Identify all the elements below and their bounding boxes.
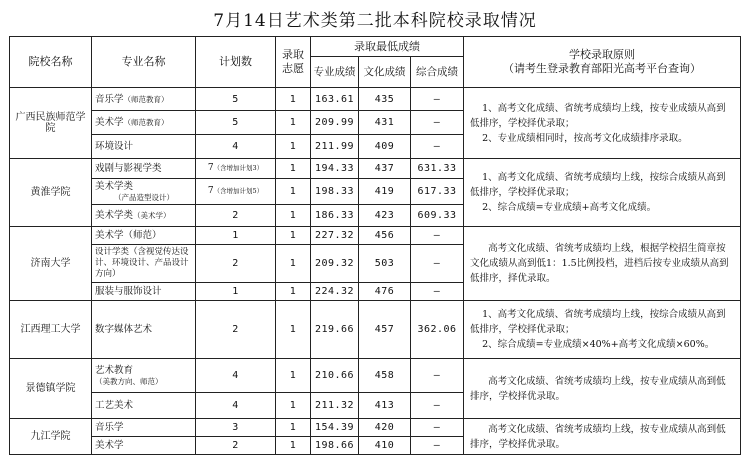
culture-score: 437	[359, 159, 411, 179]
preference: 1	[276, 159, 311, 179]
plan-count: 2	[196, 205, 276, 227]
major-name: 戏剧与影视学类	[92, 159, 196, 179]
major-score: 154.39	[311, 419, 359, 437]
major-name: 美术学（师范）	[92, 227, 196, 245]
table-row	[10, 159, 741, 179]
culture-score: 423	[359, 205, 411, 227]
plan-count: 1	[196, 283, 276, 301]
culture-score: 420	[359, 419, 411, 437]
composite-score: —	[411, 393, 464, 419]
composite-score: 609.33	[411, 205, 464, 227]
composite-score: —	[411, 227, 464, 245]
header-major-score: 专业成绩	[311, 57, 359, 88]
major-score: 211.32	[311, 393, 359, 419]
composite-score: —	[411, 419, 464, 437]
culture-score: 409	[359, 135, 411, 159]
major-name: 环境设计	[92, 135, 196, 159]
composite-score: —	[411, 283, 464, 301]
preference: 1	[276, 111, 311, 135]
plan-count: 4	[196, 359, 276, 393]
preference: 1	[276, 419, 311, 437]
preference: 1	[276, 227, 311, 245]
school-name: 九江学院	[10, 419, 92, 455]
plan-count: 7（含增加计划3）	[196, 159, 276, 179]
plan-count: 4	[196, 393, 276, 419]
preference: 1	[276, 179, 311, 205]
major-name: 音乐学（师范教育）	[92, 88, 196, 111]
header-principle-line1: 学校录取原则	[569, 48, 636, 61]
major-score: 198.33	[311, 179, 359, 205]
school-name: 黄淮学院	[10, 159, 92, 227]
preference: 1	[276, 283, 311, 301]
major-score: 194.33	[311, 159, 359, 179]
school-name: 景德镇学院	[10, 359, 92, 419]
preference: 1	[276, 88, 311, 111]
plan-count: 2	[196, 437, 276, 455]
preference: 1	[276, 393, 311, 419]
culture-score: 410	[359, 437, 411, 455]
major-name: 美术学类 （产品造型设计）	[92, 179, 196, 205]
culture-score: 435	[359, 88, 411, 111]
composite-score: —	[411, 245, 464, 283]
plan-count: 2	[196, 245, 276, 283]
major-score: 211.99	[311, 135, 359, 159]
major-name: 美术学（师范教育）	[92, 111, 196, 135]
composite-score: —	[411, 359, 464, 393]
culture-score: 419	[359, 179, 411, 205]
preference: 1	[276, 245, 311, 283]
culture-score: 503	[359, 245, 411, 283]
major-name: 音乐学	[92, 419, 196, 437]
major-name: 美术学类（美术学）	[92, 205, 196, 227]
table-row	[10, 88, 741, 111]
composite-score: —	[411, 111, 464, 135]
table-row	[10, 419, 741, 437]
table-row	[10, 301, 741, 359]
plan-count: 7（含增加计划5）	[196, 179, 276, 205]
header-principle-line2: （请考生登录教育部阳光高考平台查询）	[503, 62, 702, 75]
composite-score: —	[411, 88, 464, 111]
major-score: 209.32	[311, 245, 359, 283]
culture-score: 431	[359, 111, 411, 135]
school-name: 广西民族师范学院	[10, 88, 92, 159]
culture-score: 456	[359, 227, 411, 245]
major-name: 工艺美术	[92, 393, 196, 419]
preference: 1	[276, 205, 311, 227]
header-plan: 计划数	[196, 37, 276, 88]
admission-principle: 高考文化成绩、省统考成绩均上线，根据学校招生简章按文化成绩从高到低1：1.5比例投档，进档后按专业成绩从高到低排序，择优录取。	[464, 227, 741, 301]
major-name: 服装与服饰设计	[92, 283, 196, 301]
admission-principle: 1、高考文化成绩、省统考成绩均上线，按专业成绩从高到低排序，学校择优录取； 2、专业成绩相同时，按高考文化成绩排序录取。	[464, 88, 741, 159]
header-major: 专业名称	[92, 37, 196, 88]
preference: 1	[276, 301, 311, 359]
school-name: 济南大学	[10, 227, 92, 301]
plan-count: 5	[196, 111, 276, 135]
major-score: 209.99	[311, 111, 359, 135]
culture-score: 457	[359, 301, 411, 359]
preference: 1	[276, 359, 311, 393]
culture-score: 476	[359, 283, 411, 301]
plan-count: 1	[196, 227, 276, 245]
major-score: 210.66	[311, 359, 359, 393]
major-name: 数字媒体艺术	[92, 301, 196, 359]
composite-score: —	[411, 437, 464, 455]
school-name: 江西理工大学	[10, 301, 92, 359]
major-score: 224.32	[311, 283, 359, 301]
plan-count: 2	[196, 301, 276, 359]
table-row	[10, 359, 741, 393]
major-score: 198.66	[311, 437, 359, 455]
header-composite-score: 综合成绩	[411, 57, 464, 88]
major-score: 186.33	[311, 205, 359, 227]
composite-score: 617.33	[411, 179, 464, 205]
major-score: 227.32	[311, 227, 359, 245]
admission-principle: 1、高考文化成绩、省统考成绩均上线，按综合成绩从高到低排序，学校择优录取； 2、综合成绩=专业成绩+高考文化成绩。	[464, 159, 741, 227]
plan-count: 3	[196, 419, 276, 437]
preference: 1	[276, 135, 311, 159]
composite-score: 362.06	[411, 301, 464, 359]
major-score: 163.61	[311, 88, 359, 111]
culture-score: 413	[359, 393, 411, 419]
composite-score: —	[411, 135, 464, 159]
page-title: 7月14日艺术类第二批本科院校录取情况	[213, 11, 537, 31]
preference: 1	[276, 437, 311, 455]
admission-principle: 高考文化成绩、省统考成绩均上线，按专业成绩从高到低排序，学校择优录取。	[464, 419, 741, 455]
header-school: 院校名称	[10, 37, 92, 88]
header-preference: 录取 志愿	[276, 37, 311, 88]
table-row	[10, 227, 741, 245]
major-name: 美术学	[92, 437, 196, 455]
admission-table	[9, 36, 741, 455]
admission-principle: 高考文化成绩、省统考成绩均上线，按专业成绩从高到低排序，学校择优录取。	[464, 359, 741, 419]
header-principle	[464, 37, 741, 88]
plan-count: 4	[196, 135, 276, 159]
major-name: 设计学类（含视觉传达设计、环境设计、产品设计方向）	[92, 245, 196, 283]
composite-score: 631.33	[411, 159, 464, 179]
header-culture-score: 文化成绩	[359, 57, 411, 88]
major-score: 219.66	[311, 301, 359, 359]
plan-count: 5	[196, 88, 276, 111]
culture-score: 458	[359, 359, 411, 393]
major-name: 艺术教育 （美教方向、师范）	[92, 359, 196, 393]
admission-principle: 1、高考文化成绩、省统考成绩均上线，按综合成绩从高到低排序，学校择优录取； 2、综合成绩=专业成绩×40%+高考文化成绩×60%。	[464, 301, 741, 359]
header-min-score: 录取最低成绩	[311, 37, 464, 57]
